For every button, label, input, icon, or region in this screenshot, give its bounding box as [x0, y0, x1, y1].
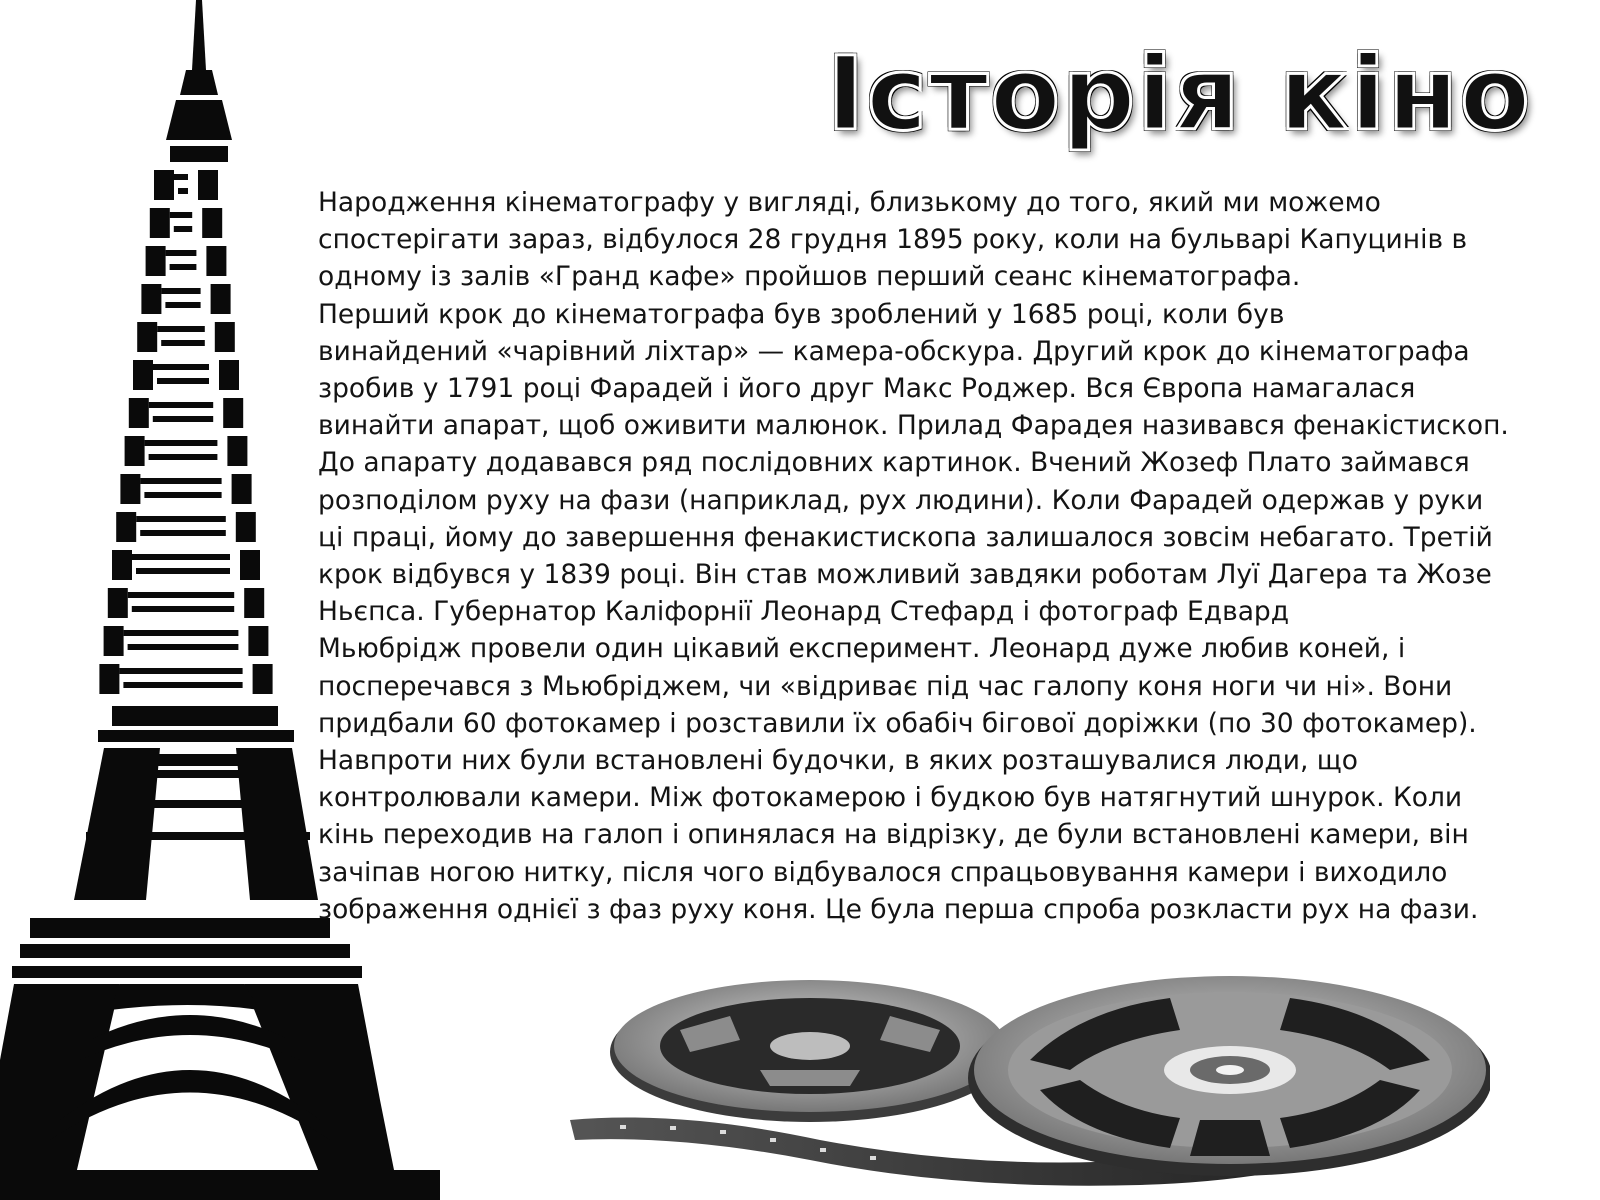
text-line: розподілом руху на фази (наприклад, рух людини). Коли Фарадей одержав у руки [318, 484, 1484, 516]
text-line: придбали 60 фотокамер і розставили їх обабіч бігової доріжки (по 30 фотокамер). [318, 707, 1477, 739]
slide-title: Історія кіно [826, 35, 1532, 154]
text-line: Ньєпса. Губернатор Каліфорнії Леонард Стефард і фотограф Едвард [318, 596, 1290, 628]
text-line: посперечався з Мьюбріджем, чи «відриває під час галопу коня ноги чи ні». Вони [318, 670, 1453, 702]
text-line: крок відбувся у 1839 році. Він став можливий завдяки роботам Луї Дагера та Жозе [318, 559, 1492, 591]
text-line: кінь переходив на галоп і опинялася на відрізку, де були встановлені камери, він [318, 819, 1469, 851]
text-line: зображення однієї з фаз руху коня. Це була перша спроба розкласти рух на фази. [318, 893, 1479, 925]
text-line: зробив у 1791 році Фарадей і його друг Макс Роджер. Вся Європа намагалася [318, 373, 1416, 405]
text-line: зачіпав ногою нитку, після чого відбувалося спрацьовування камери і виходило [318, 856, 1448, 888]
text-line: Мьюбрідж провели один цікавий експеримент. Леонард дуже любив коней, і [318, 633, 1406, 665]
history-text [318, 184, 1580, 928]
text-line: контролювали камери. Між фотокамерою і будкою був натягнутий шнурок. Коли [318, 782, 1463, 814]
text-line: Перший крок до кінематографа був зроблений у 1685 році, коли був [318, 298, 1285, 330]
text-line: Навпроти них були встановлені будочки, в яких розташувалися люди, що [318, 745, 1358, 777]
text-line: винайдений «чарівний ліхтар» — камера-обскура. Другий крок до кінематографа [318, 335, 1470, 367]
text-line: одному із залів «Гранд кафе» пройшов перший сеанс кінематографа. [318, 261, 1301, 293]
text-line: винайти апарат, щоб оживити малюнок. Прилад Фарадея називався фенакістископ. [318, 410, 1509, 442]
film-reels-illustration [560, 960, 1490, 1200]
text-line: До апарату додавався ряд послідовних картинок. Вчений Жозеф Плато займався [318, 447, 1470, 479]
text-line: Народження кінематографу у вигляді, близькому до того, який ми можемо [318, 187, 1381, 218]
text-line: ці праці, йому до завершення фенакистископа залишалося зовсім небагато. Третій [318, 521, 1493, 553]
text-line: спостерігати зараз, відбулося 28 грудня 1895 року, коли на бульварі Капуцинів в [318, 224, 1468, 256]
